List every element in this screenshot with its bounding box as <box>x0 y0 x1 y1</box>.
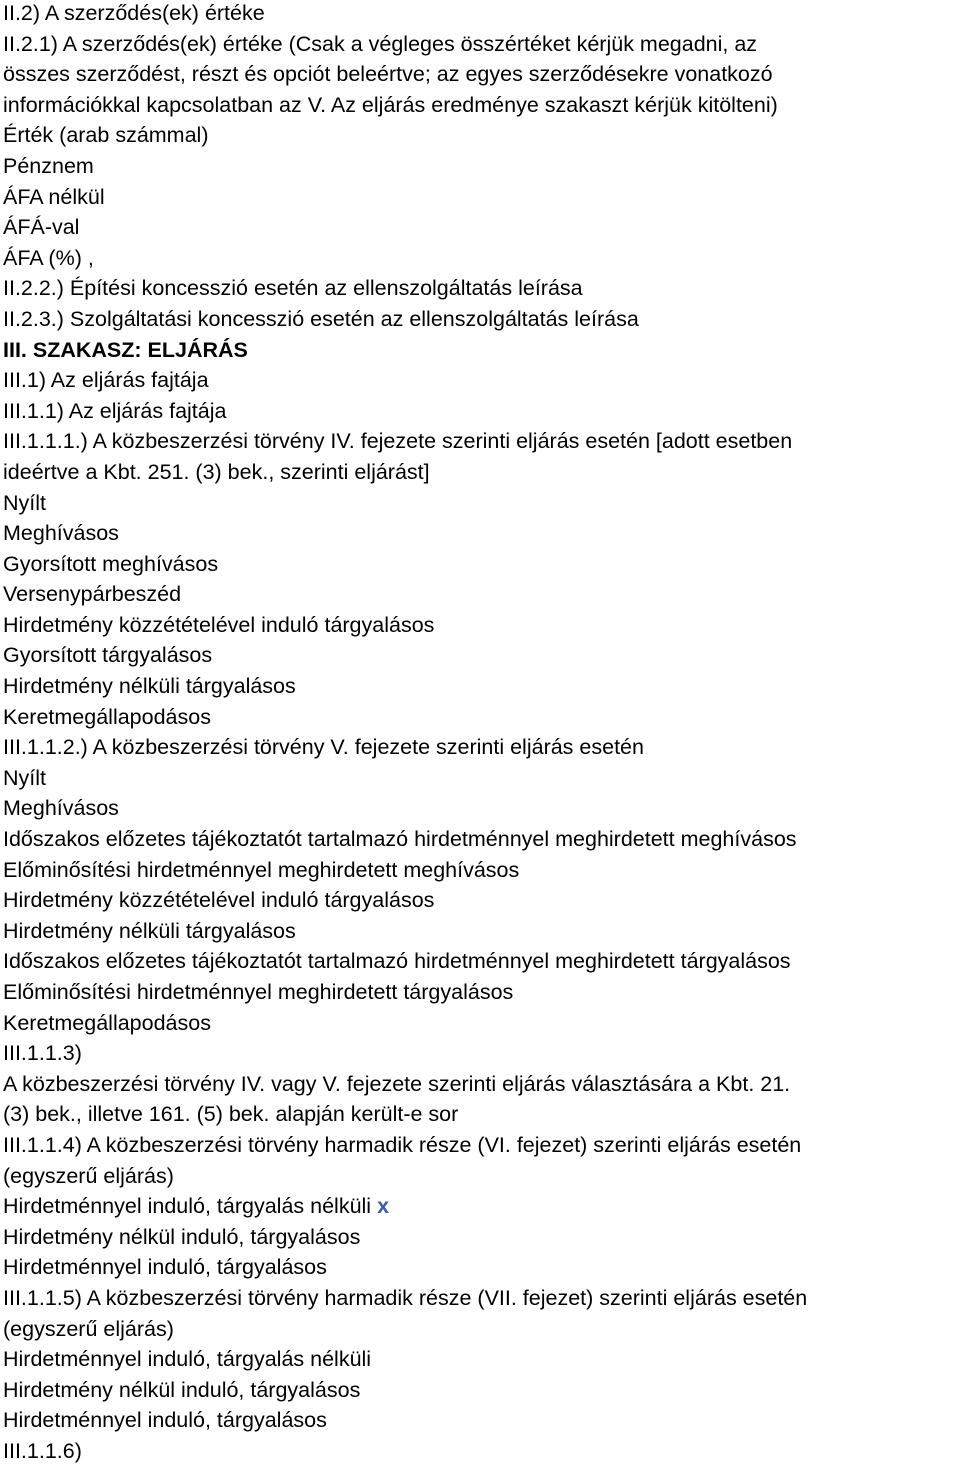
option-item: Hirdetmény nélküli tárgyalásos <box>3 918 296 943</box>
option-item: Hirdetmény nélkül induló, tárgyalásos <box>3 1224 361 1249</box>
option-item: Hirdetménnyel induló, tárgyalás nélküli <box>3 1347 372 1372</box>
section-heading: III.1.1.6) <box>3 1438 82 1463</box>
section-heading: III.1.1.4) A közbeszerzési törvény harmadik része (VI. fejezet) szerinti eljárás esetén <box>3 1132 802 1157</box>
option-item-selected <box>3 1191 959 1222</box>
option-item: Meghívásos <box>3 521 119 546</box>
section-heading: III.1.1.1.) A közbeszerzési törvény IV. fejezete szerinti eljárás esetén [adott esetben <box>3 429 793 454</box>
option-item: Időszakos előzetes tájékoztatót tartalmazó hirdetménnyel meghirdetett meghívásos <box>3 827 797 852</box>
section-heading: III.1.1.3) <box>3 1041 82 1066</box>
selected-mark: x <box>377 1194 390 1219</box>
text-line: ideértve a Kbt. 251. (3) bek., szerinti eljárást] <box>3 459 430 484</box>
section-heading: III.1.1.5) A közbeszerzési törvény harmadik része (VII. fejezet) szerinti eljárás esetén <box>3 1285 808 1310</box>
option-item: Hirdetmény nélkül induló, tárgyalásos <box>3 1377 361 1402</box>
option-item: Nyílt <box>3 765 46 790</box>
field-label-value: Érték (arab számmal) <box>3 123 209 148</box>
section-heading: II.2.3.) Szolgáltatási koncesszió esetén az ellenszolgáltatás leírása <box>3 306 639 331</box>
text-line: (egyszerű eljárás) <box>3 1316 174 1341</box>
section-heading: II.2.2.) Építési koncesszió esetén az ellenszolgáltatás leírása <box>3 276 583 301</box>
option-item: Keretmegállapodásos <box>3 1010 211 1035</box>
section-heading: III.1.1.2.) A közbeszerzési törvény V. fejezete szerinti eljárás esetén <box>3 735 644 760</box>
section-heading: III.1.1) Az eljárás fajtája <box>3 398 227 423</box>
option-item: Versenypárbeszéd <box>3 582 182 607</box>
document-body <box>3 0 959 1467</box>
option-label: Hirdetménnyel induló, tárgyalás nélküli <box>3 1194 372 1219</box>
text-line: összes szerződést, részt és opciót beleértve; az egyes szerződésekre vonatkozó <box>3 62 773 87</box>
option-item: Hirdetmény nélküli tárgyalásos <box>3 674 296 699</box>
option-item: Gyorsított tárgyalásos <box>3 643 213 668</box>
section-heading: II.2) A szerződés(ek) értéke <box>3 1 265 25</box>
option-item: Hirdetmény közzétételével induló tárgyalásos <box>3 612 435 637</box>
text-line: A közbeszerzési törvény IV. vagy V. fejezete szerinti eljárás választására a Kbt. 21. <box>3 1071 791 1096</box>
option-item: Előminősítési hirdetménnyel meghirdetett meghívásos <box>3 857 520 882</box>
option-item: Hirdetménnyel induló, tárgyalásos <box>3 1255 327 1280</box>
option-item: Hirdetmény közzétételével induló tárgyalásos <box>3 888 435 913</box>
field-label-with-vat: ÁFÁ-val <box>3 215 80 240</box>
option-item: Hirdetménnyel induló, tárgyalásos <box>3 1408 327 1433</box>
text-line: információkkal kapcsolatban az V. Az eljárás eredménye szakaszt kérjük kitölteni) <box>3 92 778 117</box>
option-item: Időszakos előzetes tájékoztatót tartalmazó hirdetménnyel meghirdetett tárgyalásos <box>3 949 791 974</box>
field-label-currency: Pénznem <box>3 153 94 178</box>
text-line: (egyszerű eljárás) <box>3 1163 174 1188</box>
field-label-without-vat: ÁFA nélkül <box>3 184 105 209</box>
option-item: Meghívásos <box>3 796 119 821</box>
option-item: Nyílt <box>3 490 46 515</box>
option-item: Előminősítési hirdetménnyel meghirdetett tárgyalásos <box>3 980 514 1004</box>
section-heading: III.1) Az eljárás fajtája <box>3 368 209 393</box>
text-line: II.2.1) A szerződés(ek) értéke (Csak a végleges összértéket kérjük megadni, az <box>3 31 758 56</box>
option-item: Keretmegállapodásos <box>3 704 211 729</box>
part-title: III. SZAKASZ: ELJÁRÁS <box>3 337 248 362</box>
text-line: (3) bek., illetve 161. (5) bek. alapján került-e sor <box>3 1102 459 1127</box>
option-item: Gyorsított meghívásos <box>3 551 219 576</box>
field-label-vat-percent: ÁFA (%) , <box>3 245 94 270</box>
